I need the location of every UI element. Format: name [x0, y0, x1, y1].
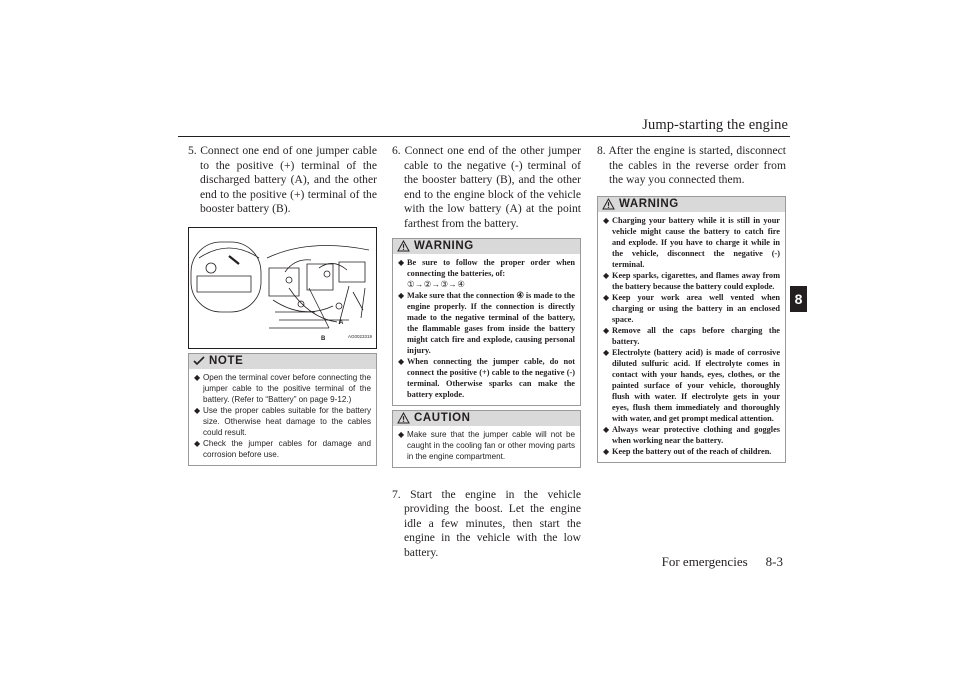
warning-box	[392, 238, 581, 406]
note-header	[189, 354, 376, 369]
bullet-icon: ◆	[603, 292, 610, 302]
warning-item	[398, 257, 575, 290]
figure-id: AG0023319	[347, 334, 372, 340]
column-3	[597, 144, 786, 463]
warning-item	[603, 270, 780, 292]
warning-item-text: Charging your battery while it is still in your vehicle might cause the battery to catch fire and explode. If you have to charge it while in the vehicle, disconnect the negative (-) terminal.	[612, 215, 780, 269]
caution-item	[398, 429, 575, 462]
bullet-icon: ◆	[603, 270, 610, 280]
bullet-icon: ◆	[194, 405, 201, 415]
warning-item-text: Remove all the caps before charging the battery.	[612, 325, 780, 346]
caution-triangle-icon	[397, 412, 410, 424]
bullet-icon: ◆	[603, 325, 610, 335]
warning-item-text: When connecting the jumper cable, do not connect the positive (+) cable to the negative (-) terminal. Otherwise sparks can make the battery explode.	[407, 356, 575, 399]
caution-title: CAUTION	[414, 411, 471, 424]
bullet-icon: ◆	[603, 424, 610, 434]
column-2	[392, 144, 581, 561]
note-item	[194, 405, 371, 438]
warning-title: WARNING	[414, 239, 474, 252]
warning-item-text: Make sure that the connection ④ is made to the engine properly. If the connection is directly made to the negative terminal of the battery, the flammable gases from inside the battery might catch fire and explode, causing personal injury.	[407, 290, 575, 355]
note-title: NOTE	[209, 355, 244, 368]
note-item-text: Open the terminal cover before connecting the jumper cable to the positive terminal of the battery. (Refer to “Battery” on page 9-12.)	[203, 372, 371, 404]
warning-item-text: Electrolyte (battery acid) is made of corrosive diluted sulfuric acid. If electrolyte comes in contact with your hands, eyes, clothes, or the painted surface of your vehicle, thoroughly flush with water. If electrolyte gets in your eyes, flush them immediately and thoroughly with water, and get prompt medical attention.	[612, 347, 780, 423]
bullet-icon: ◆	[603, 347, 610, 357]
step-5-text: 5. Connect one end of one jumper cable to the positive (+) terminal of the discharged battery (A), and the other end to the positive (+) terminal of the booster battery (B).	[188, 144, 377, 216]
engine-bay-illustration	[188, 227, 377, 349]
warning-header	[393, 239, 580, 254]
bullet-icon: ◆	[398, 257, 405, 267]
warning-item-text: Keep sparks, cigarettes, and flames away from the battery because the battery could explode.	[612, 270, 780, 291]
note-item-text: Use the proper cables suitable for the battery size. Otherwise heat damage to the cables could result.	[203, 405, 371, 437]
caution-header	[393, 411, 580, 426]
warning-header	[598, 197, 785, 212]
note-item-text: Check the jumper cables for damage and corrosion before use.	[203, 438, 371, 459]
warning-item	[603, 424, 780, 446]
bullet-icon: ◆	[398, 290, 405, 300]
bullet-icon: ◆	[398, 356, 405, 366]
bullet-icon: ◆	[194, 438, 201, 448]
warning-item	[603, 292, 780, 325]
step-8-text: 8. After the engine is started, disconnect the cables in the reverse order from the way you connected them.	[597, 144, 786, 187]
page-footer	[662, 554, 783, 570]
bullet-icon: ◆	[603, 446, 610, 456]
warning-triangle-icon	[397, 240, 410, 252]
bullet-icon: ◆	[398, 429, 405, 439]
warning-item	[603, 325, 780, 347]
note-box	[188, 353, 377, 466]
figure-label-a: A	[339, 319, 344, 326]
step-6-text: 6. Connect one end of the other jumper cable to the negative (-) terminal of the booster battery (B), and the other end to the engine block of the vehicle with the low battery (A) at the point farthest from the battery.	[392, 144, 581, 230]
caution-item-text: Make sure that the jumper cable will not be caught in the cooling fan or other moving parts in the engine compartment.	[407, 429, 575, 461]
footer-section: For emergencies	[661, 554, 748, 569]
caution-box	[392, 410, 581, 468]
footer-page-number: 8-3	[765, 554, 783, 569]
warning-item-text: Keep the battery out of the reach of children.	[612, 446, 772, 456]
pencil-check-icon	[193, 356, 205, 366]
note-item	[194, 438, 371, 460]
warning-item	[398, 356, 575, 400]
warning-box	[597, 196, 786, 463]
header-rule	[178, 136, 790, 137]
connection-sequence: ①→②→③→④	[407, 279, 466, 289]
column-1	[188, 144, 377, 466]
warning-item	[603, 215, 780, 270]
warning-item-text: Be sure to follow the proper order when connecting the batteries, of:	[407, 257, 575, 278]
warning-title: WARNING	[619, 197, 679, 210]
warning-item	[603, 446, 780, 457]
chapter-tab: 8	[790, 286, 807, 312]
note-item	[194, 372, 371, 405]
warning-item	[398, 290, 575, 356]
header-title: Jump-starting the engine	[642, 117, 788, 133]
warning-triangle-icon	[602, 198, 615, 210]
bullet-icon: ◆	[603, 215, 610, 225]
warning-item	[603, 347, 780, 424]
bullet-icon: ◆	[194, 372, 201, 382]
step-7-text: 7. Start the engine in the vehicle providing the boost. Let the engine idle a few minutes, then start the engine in the vehicle with the low battery.	[392, 487, 581, 559]
warning-item-text: Always wear protective clothing and goggles when working near the battery.	[612, 424, 780, 445]
warning-item-text: Keep your work area well vented when charging or using the battery in an enclosed space.	[612, 292, 780, 324]
figure-label-b: B	[321, 335, 326, 342]
